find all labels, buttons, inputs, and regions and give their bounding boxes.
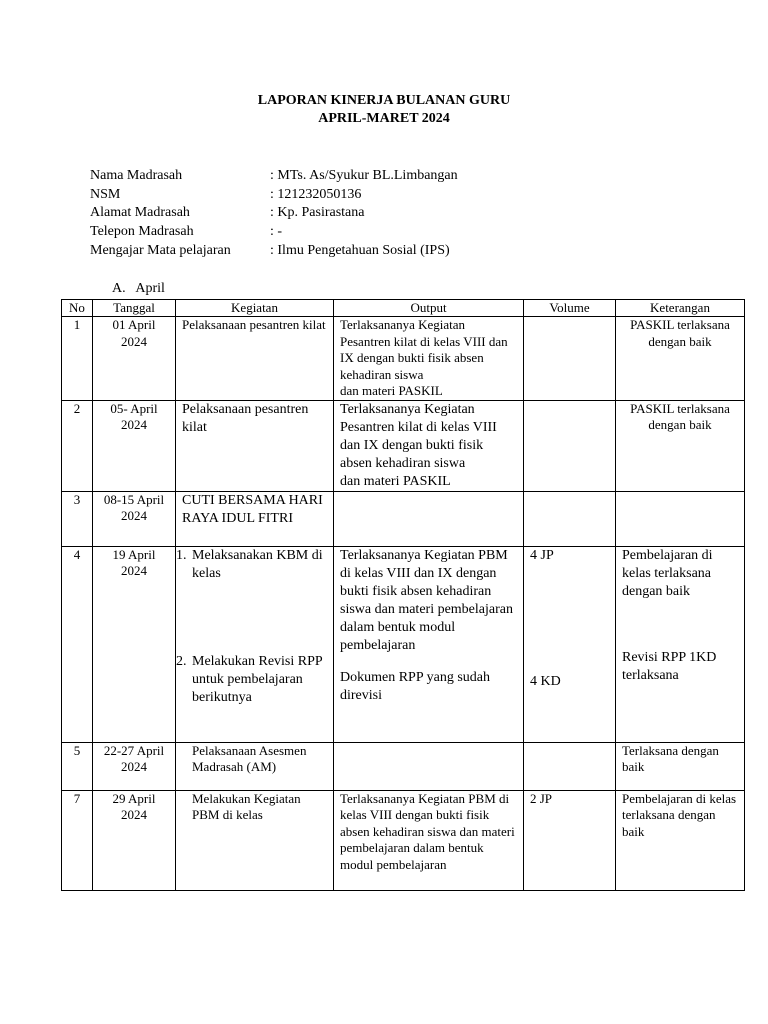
report-period: APRIL-MARET 2024	[318, 111, 450, 126]
table-row	[62, 491, 745, 546]
cell-keterangan: PASKIL terlaksana dengan baik	[616, 400, 745, 491]
header-output: Output	[334, 300, 524, 317]
cell-no: 2	[62, 400, 93, 491]
list-text: Melaksanakan KBM di kelas	[192, 547, 323, 581]
cell-output	[334, 491, 524, 546]
cell-volume	[524, 491, 616, 546]
cell-tanggal: 08-15 April 2024	[93, 491, 176, 546]
header-volume: Volume	[524, 300, 616, 317]
cell-output: Terlaksananya Kegiatan PBM di kelas VIII dengan bukti fisik absen kehadiran siswa dan materi pembelajaran dalam bentuk modul pembelajaran	[334, 790, 524, 890]
cell-kegiatan: Pelaksanaan Asesmen Madrasah (AM)	[176, 742, 334, 790]
section-heading	[112, 280, 165, 298]
table-row	[62, 742, 745, 790]
keterangan-text: Revisi RPP 1KD terlaksana	[622, 649, 717, 683]
cell-tanggal: 22-27 April 2024	[93, 742, 176, 790]
cell-kegiatan	[176, 546, 334, 742]
keterangan-text: Pembelajaran di kelas terlaksana dengan baik	[622, 547, 713, 599]
cell-no: 3	[62, 491, 93, 546]
cell-keterangan: Terlaksana dengan baik	[616, 742, 745, 790]
cell-kegiatan: Melakukan Kegiatan PBM di kelas	[176, 790, 334, 890]
info-value: : Kp. Pasirastana	[270, 205, 365, 221]
info-row-school-name	[90, 167, 458, 186]
cell-volume	[524, 742, 616, 790]
cell-keterangan: PASKIL terlaksana dengan baik	[616, 317, 745, 401]
volume-value: 4 JP	[530, 547, 554, 563]
table-row	[62, 317, 745, 401]
info-row-nsm	[90, 186, 458, 205]
list-item	[176, 547, 327, 583]
output-text: Terlaksananya Kegiatan PBM di kelas VIII dan IX dengan bukti fisik absen kehadiran siswa dan materi pembelajaran dalam bentuk modul pembelajaran	[340, 547, 513, 653]
cell-tanggal: 19 April 2024	[93, 546, 176, 742]
table-header-row	[62, 300, 745, 317]
activity-table	[61, 299, 745, 891]
cell-kegiatan: Pelaksanaan pesantren kilat	[176, 400, 334, 491]
volume-value: 4 KD	[530, 673, 561, 689]
cell-keterangan	[616, 491, 745, 546]
info-label: Telepon Madrasah	[90, 224, 194, 240]
cell-tanggal: 29 April 2024	[93, 790, 176, 890]
header-no: No	[62, 300, 93, 317]
info-value: : MTs. As/Syukur BL.Limbangan	[270, 168, 458, 183]
output-text: Dokumen RPP yang sudah direvisi	[340, 669, 490, 703]
info-value: : -	[270, 224, 283, 240]
cell-keterangan	[616, 546, 745, 742]
info-label: NSM	[90, 186, 121, 202]
cell-keterangan: Pembelajaran di kelas terlaksana dengan baik	[616, 790, 745, 890]
table-row	[62, 790, 745, 890]
cell-output: Terlaksananya Kegiatan Pesantren kilat di kelas VIII dan IX dengan bukti fisik absen kehadiran siswa dan materi PASKIL	[334, 400, 524, 491]
cell-output	[334, 546, 524, 742]
header-tanggal: Tanggal	[93, 300, 176, 317]
cell-no: 1	[62, 317, 93, 401]
list-item	[176, 653, 327, 707]
list-number: 2.	[176, 653, 187, 669]
info-row-address	[90, 204, 458, 223]
header-kegiatan: Kegiatan	[176, 300, 334, 317]
section-name: April	[135, 281, 165, 296]
info-row-phone	[90, 223, 458, 242]
cell-volume	[524, 546, 616, 742]
list-text: Melakukan Revisi RPP untuk pembelajaran berikutnya	[192, 653, 323, 705]
info-label: Nama Madrasah	[90, 168, 183, 183]
list-number: 1.	[176, 547, 187, 563]
school-info	[90, 167, 458, 260]
info-label: Mengajar Mata pelajaran	[90, 242, 231, 258]
header-keterangan: Keterangan	[616, 300, 745, 317]
table-row	[62, 546, 745, 742]
cell-no: 5	[62, 742, 93, 790]
cell-output: Terlaksananya Kegiatan Pesantren kilat di kelas VIII dan IX dengan bukti fisik absen kehadiran siswa dan materi PASKIL	[334, 317, 524, 401]
info-label: Alamat Madrasah	[90, 205, 190, 221]
cell-tanggal: 05- April 2024	[93, 400, 176, 491]
report-title: LAPORAN KINERJA BULANAN GURU	[257, 93, 511, 108]
cell-no: 4	[62, 546, 93, 742]
cell-volume: 2 JP	[524, 790, 616, 890]
cell-tanggal: 01 April 2024	[93, 317, 176, 401]
cell-kegiatan: CUTI BERSAMA HARI RAYA IDUL FITRI	[176, 491, 334, 546]
info-value: : Ilmu Pengetahuan Sosial (IPS)	[270, 242, 450, 258]
info-row-subject	[90, 242, 458, 261]
cell-no: 7	[62, 790, 93, 890]
cell-kegiatan: Pelaksanaan pesantren kilat	[176, 317, 334, 401]
info-value: : 121232050136	[270, 186, 362, 202]
table-row	[62, 400, 745, 491]
cell-volume	[524, 400, 616, 491]
cell-output	[334, 742, 524, 790]
cell-volume	[524, 317, 616, 401]
section-letter: A.	[112, 281, 126, 296]
